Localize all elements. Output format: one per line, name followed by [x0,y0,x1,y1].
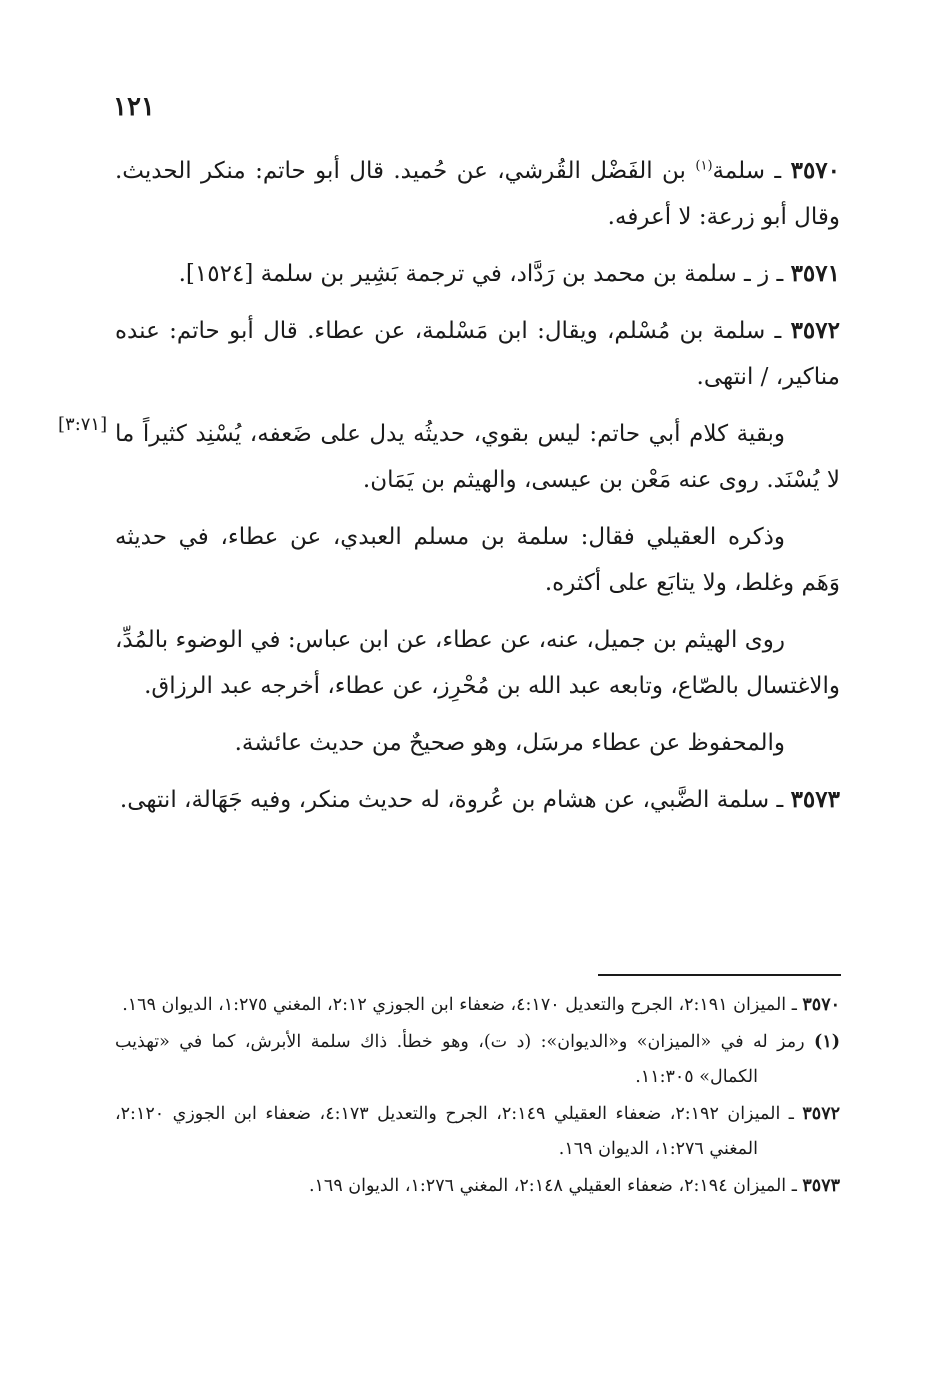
entry-text: ـ ز ـ سلمة بن محمد بن رَدَّاد، في ترجمة بَشِير بن سلمة [١٥٢٤]. [178,261,791,287]
paragraph: والمحفوظ عن عطاء مرسَل، وهو صحيحٌ من حديث عائشة. [234,730,785,756]
paragraph: وبقية كلام أبي حاتم: ليس بقوي، حديثُه يدل على ضَعفه، يُسْنِد كثيراً ما لا يُسْنَد. روى عنه مَعْن بن عيسى، والهيثم بن يَمَان. [115,421,840,493]
margin-reference: [٣:٧١] [58,414,108,435]
entry-text: ـ سلمة بن مُسْلم، ويقال: ابن مَسْلمة، عن عطاء. قال أبو حاتم: عنده مناكير، / انتهى. [115,318,840,390]
entry-number: ٣٥٧١ [790,260,840,287]
main-text [115,148,840,834]
footnote-1 [115,1025,840,1095]
note-text: ـ الميزان ٢:١٩١، الجرح والتعديل ٤:١٧٠، ضعفاء ابن الجوزي ٢:١٢، المغني ١:٢٧٥، الديوان ١٦٩. [122,995,803,1015]
paragraph: روى الهيثم بن جميل، عنه، عن عطاء، عن ابن عباس: في الوضوء بالمُدِّ، والاغتسال بالصّاع، وتابعه عبد الله بن مُحْرِز، عن عطاء، أخرجه عبد الرزاق. [115,627,840,699]
note-text: ـ الميزان ٢:١٩٢، ضعفاء العقيلي ٢:١٤٩، الجرح والتعديل ٤:١٧٣، ضعفاء ابن الجوزي ٢:١٢٠، المغني ١:٢٧٦، الديوان ١٦٩. [115,1104,803,1159]
footnote-divider [598,974,841,976]
entry-number: ٣٥٧٠ [790,157,841,184]
entry-text: ـ سلمة [712,158,791,184]
paragraph: وذكره العقيلي فقال: سلمة بن مسلم العبدي، عن عطاء، في حديثه وَهَم وغلط، ولا يتابَع على أكثره. [115,524,840,596]
note-3570 [115,988,840,1023]
entry-3571 [115,251,840,297]
footnotes [115,988,840,1206]
entry-number: ٣٥٧٣ [790,786,840,813]
entry-text: ـ سلمة الضَّبي، عن هشام بن عُروة، له حديث منكر، وفيه جَهَالة، انتهى. [119,787,791,813]
note-number: (١) [814,1032,840,1052]
note-3573 [115,1169,840,1204]
page-number: ١٢١ [113,92,155,122]
entry-text: بن الفَضْل القُرشي، عن حُميد. قال أبو حاتم: منكر الحديث. وقال أبو زرعة: لا أعرفه. [115,158,840,230]
note-number: ٣٥٧٠ [802,995,840,1015]
note-text: ـ الميزان ٢:١٩٤، ضعفاء العقيلي ٢:١٤٨، المغني ١:٢٧٦، الديوان ١٦٩. [308,1176,803,1196]
note-number: ٣٥٧٣ [802,1176,840,1196]
note-3572 [115,1097,840,1167]
note-text: رمز له في «الميزان» و«الديوان»: (د ت)، وهو خطأ. ذاك سلمة الأبرش، كما في «تهذيب الكمال» ١١:٣٠٥. [115,1032,815,1087]
note-number: ٣٥٧٢ [802,1104,840,1124]
footnote-marker: (١) [695,158,713,174]
entry-number: ٣٥٧٢ [790,317,840,344]
entry-3573 [115,777,840,823]
entry-3572 [115,308,840,400]
entry-3570 [115,148,840,240]
